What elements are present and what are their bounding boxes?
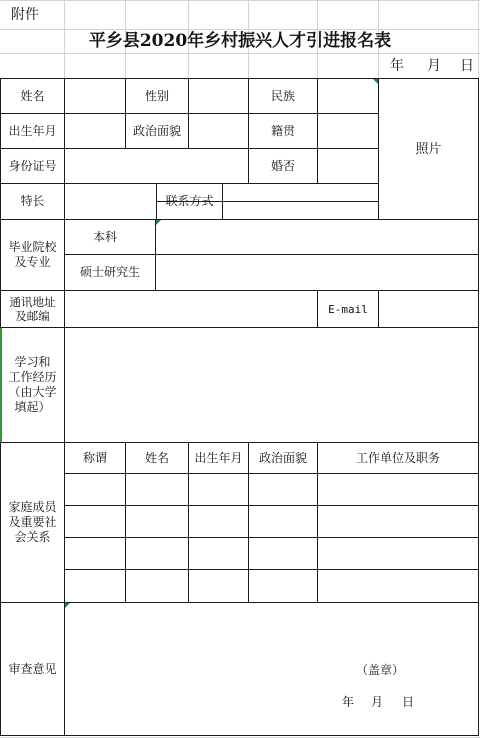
political-status-label: 政治面貌 [132, 123, 181, 138]
family-col-employer: 工作单位及职务 [355, 450, 440, 465]
date-year: 年 [390, 57, 404, 74]
specialty-label: 特长 [20, 194, 45, 208]
experience-field[interactable] [65, 328, 478, 442]
gender-field[interactable] [189, 79, 248, 113]
native-place-field[interactable] [318, 114, 378, 148]
native-place-label: 籍贯 [270, 123, 295, 138]
review-month: 月 [370, 694, 383, 709]
experience-label: 学习和 工作经历 （由大学 填起） [8, 355, 57, 414]
education-label: 毕业院校 及专业 [8, 240, 57, 269]
review-day: 日 [401, 694, 414, 709]
date-month: 月 [427, 57, 441, 74]
review-label: 审查意见 [8, 661, 57, 676]
political-status-field[interactable] [189, 114, 248, 148]
name-field[interactable] [65, 79, 125, 113]
ethnicity-field[interactable] [318, 79, 378, 113]
family-row[interactable] [65, 474, 478, 505]
review-year: 年 [341, 694, 354, 709]
email-field[interactable] [379, 291, 478, 327]
bachelor-label: 本科 [93, 229, 118, 244]
specialty-field[interactable] [65, 184, 156, 219]
family-col-political: 政治面貌 [258, 450, 307, 465]
family-col-birth: 出生年月 [194, 450, 243, 465]
address-field[interactable] [65, 291, 317, 327]
master-label: 硕士研究生 [79, 265, 140, 279]
family-row[interactable] [65, 506, 478, 537]
contact-field-2[interactable] [223, 202, 378, 219]
ethnicity-label: 民族 [270, 88, 295, 103]
contact-field[interactable] [223, 184, 378, 201]
birth-field[interactable] [65, 114, 125, 148]
bachelor-field[interactable] [156, 220, 478, 254]
form-title: 平乡县2020年乡村振兴人才引进报名表 [88, 31, 392, 51]
date-day: 日 [460, 57, 474, 74]
id-number-field[interactable] [65, 149, 248, 183]
seal-label: （盖章） [355, 662, 404, 677]
photo-box[interactable]: 照片 [415, 141, 442, 157]
family-col-name: 姓名 [144, 450, 169, 465]
birth-label: 出生年月 [8, 123, 57, 138]
family-row[interactable] [65, 538, 478, 569]
marital-status-field[interactable] [318, 149, 378, 183]
name-label: 姓名 [20, 88, 45, 103]
family-col-relation: 称谓 [82, 450, 107, 465]
marital-status-label: 婚否 [270, 158, 295, 173]
attachment-label: 附件 [11, 6, 39, 23]
gender-label: 性别 [144, 88, 169, 103]
master-field[interactable] [156, 255, 478, 290]
family-label: 家庭成员 及重要社 会关系 [8, 500, 57, 544]
email-label: E-mail [328, 302, 368, 316]
family-row[interactable] [65, 570, 478, 602]
review-field[interactable] [65, 603, 478, 735]
id-number-label: 身份证号 [8, 158, 57, 173]
contact-label: 联系方式 [165, 194, 214, 208]
address-label: 通讯地址 及邮编 [9, 295, 56, 323]
